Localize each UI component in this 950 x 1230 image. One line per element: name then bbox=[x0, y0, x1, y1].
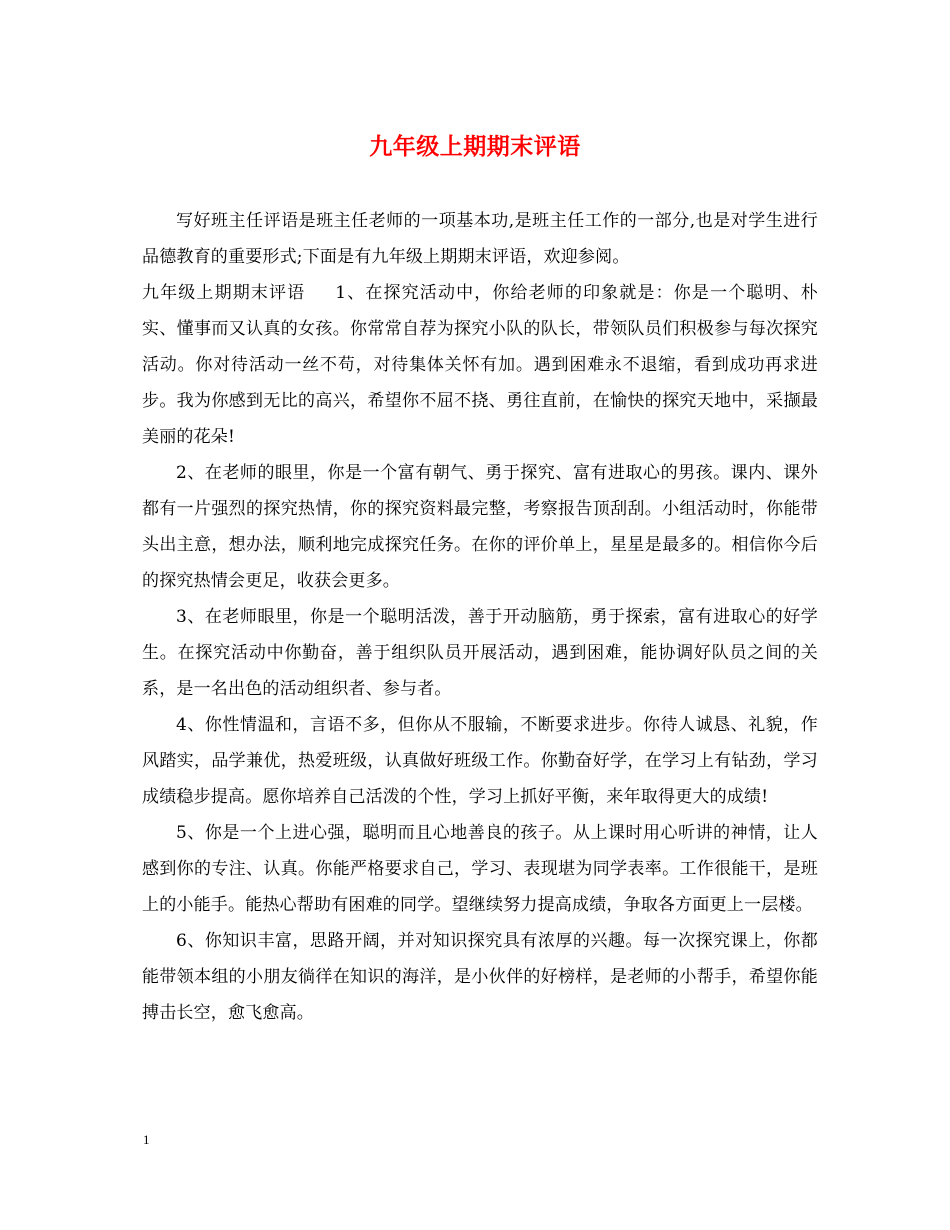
document-body bbox=[142, 203, 818, 1031]
comment-1: 1、在探究活动中，你给老师的印象就是：你是一个聪明、朴实、懂事而又认真的女孩。你常常自荐为探究小队的队长，带领队员们积极参与每次探究活动。你对待活动一丝不苟，对待集体关怀有加。遇到困难永不退缩，看到成功再求进步。我为你感到无比的高兴，希望你不屈不挠、勇往直前，在愉快的探究天地中，采撷最美丽的花朵! bbox=[142, 283, 818, 447]
comment-4: 4、你性情温和，言语不多，但你从不服输，不断要求进步。你待人诚恳、礼貌，作风踏实，品学兼优，热爱班级，认真做好班级工作。你勤奋好学，在学习上有钻劲，学习成绩稳步提高。愿你培养自己活泼的个性，学习上抓好平衡，来年取得更大的成绩! bbox=[142, 715, 818, 807]
section-heading: 九年级上期期末评语 bbox=[142, 283, 306, 303]
intro-paragraph: 写好班主任评语是班主任老师的一项基本功,是班主任工作的一部分,也是对学生进行品德教育的重要形式;下面是有九年级上期期末评语，欢迎参阅。 bbox=[142, 211, 818, 267]
comment-3: 3、在老师眼里，你是一个聪明活泼，善于开动脑筋，勇于探索，富有进取心的好学生。在探究活动中你勤奋，善于组织队员开展活动，遇到困难，能协调好队员之间的关系，是一名出色的活动组织者、参与者。 bbox=[142, 607, 818, 699]
comment-6: 6、你知识丰富，思路开阔，并对知识探究具有浓厚的兴趣。每一次探究课上，你都能带领本组的小朋友徜徉在知识的海洋，是小伙伴的好榜样，是老师的小帮手，希望你能搏击长空，愈飞愈高。 bbox=[142, 931, 818, 1023]
page-number: 1 bbox=[143, 1132, 150, 1147]
document-title: 九年级上期期末评语 bbox=[369, 133, 581, 160]
comment-5: 5、你是一个上进心强，聪明而且心地善良的孩子。从上课时用心听讲的神情，让人感到你的专注、认真。你能严格要求自己，学习、表现堪为同学表率。工作很能干，是班上的小能手。能热心帮助有困难的同学。望继续努力提高成绩，争取各方面更上一层楼。 bbox=[142, 823, 818, 915]
comment-2: 2、在老师的眼里，你是一个富有朝气、勇于探究、富有进取心的男孩。课内、课外都有一片强烈的探究热情，你的探究资料最完整，考察报告顶刮刮。小组活动时，你能带头出主意，想办法，顺利地完成探究任务。在你的评价单上，星星是最多的。相信你今后的探究热情会更足，收获会更多。 bbox=[142, 463, 818, 591]
first-comment-paragraph bbox=[142, 275, 818, 455]
